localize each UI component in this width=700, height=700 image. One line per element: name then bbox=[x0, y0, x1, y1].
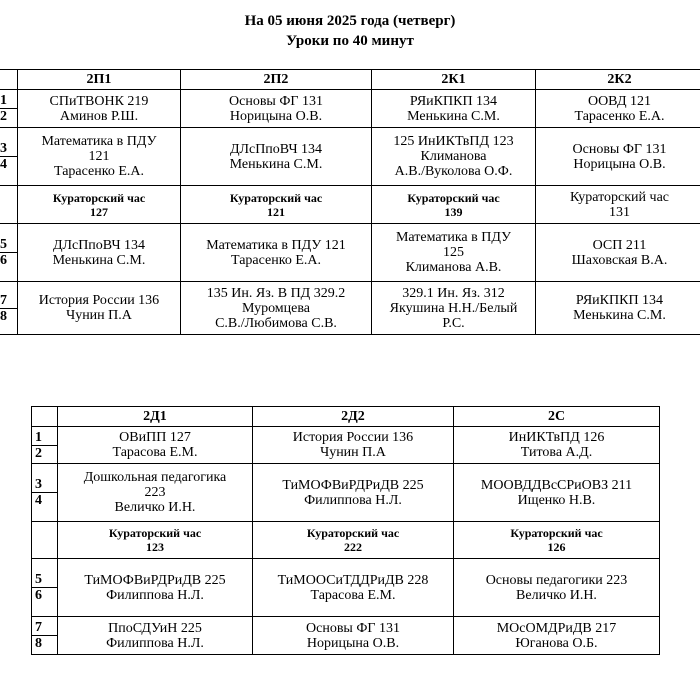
schedule-date-title: На 05 июня 2025 года (четверг) bbox=[244, 13, 456, 29]
lesson-line: Величко И.Н. bbox=[516, 587, 597, 603]
lesson-number: 7 bbox=[0, 293, 17, 309]
lesson-line: Муромцева bbox=[241, 300, 311, 316]
group-header: 2Д1 bbox=[58, 407, 253, 427]
room-number: 123 bbox=[146, 540, 164, 554]
lesson-number: 7 bbox=[32, 620, 57, 636]
lesson-line: 329.1 Ин. Яз. 312 bbox=[402, 285, 505, 301]
lesson-line: Климанова bbox=[420, 149, 487, 164]
lesson-number: 6 bbox=[35, 588, 42, 603]
lesson-line: Тарасенко Е.А. bbox=[54, 164, 144, 179]
lesson-number: 2 bbox=[35, 445, 42, 461]
group-header: 2К2 bbox=[536, 70, 700, 90]
lesson-cell bbox=[253, 559, 454, 617]
lesson-number: 8 bbox=[0, 308, 7, 324]
curator-hour-cell bbox=[58, 522, 253, 559]
group-header: 2П2 bbox=[181, 70, 372, 90]
lesson-line: Р.С. bbox=[442, 315, 465, 331]
curator-hour-cell bbox=[253, 522, 454, 559]
lesson-row bbox=[32, 617, 660, 655]
lesson-numbers bbox=[0, 90, 18, 128]
lesson-line: ТиМОФВиРДРиДВ 225 bbox=[282, 477, 424, 493]
lesson-row bbox=[0, 90, 700, 128]
room-number: 126 bbox=[547, 540, 566, 554]
group-header-row bbox=[0, 70, 700, 90]
lesson-cell bbox=[372, 128, 536, 186]
lesson-cell bbox=[18, 224, 181, 282]
lesson-line: Математика в ПДУ 121 bbox=[206, 237, 346, 253]
room-number: 127 bbox=[90, 204, 108, 219]
lesson-cell bbox=[181, 282, 372, 335]
lesson-line: Титова А.Д. bbox=[520, 445, 593, 460]
lesson-numbers bbox=[0, 224, 18, 282]
lesson-number-empty bbox=[32, 522, 58, 559]
lesson-cell bbox=[253, 617, 454, 655]
lesson-line: Шаховская В.А. bbox=[571, 252, 668, 268]
curator-hour-row bbox=[0, 186, 700, 224]
lesson-numbers bbox=[32, 427, 58, 464]
lesson-line: 135 Ин. Яз. В ПД 329.2 bbox=[206, 285, 346, 301]
lesson-line: Менькина С.М. bbox=[407, 108, 500, 124]
lesson-line: Основы педагогики 223 bbox=[485, 572, 628, 588]
lesson-cell bbox=[181, 90, 372, 128]
lesson-number: 6 bbox=[0, 253, 7, 268]
corner-cell bbox=[32, 407, 58, 427]
lesson-line: История России 136 bbox=[292, 430, 414, 445]
lesson-line: С.В./Любимова С.В. bbox=[215, 315, 337, 331]
curator-label: Кураторский час bbox=[569, 189, 670, 205]
lesson-line: Основы ФГ 131 bbox=[229, 93, 323, 109]
curator-label: Кураторский час bbox=[510, 526, 603, 540]
lesson-number: 8 bbox=[35, 636, 42, 651]
lesson-number: 2 bbox=[0, 109, 7, 124]
lesson-row bbox=[0, 282, 700, 335]
lesson-line: Менькина С.М. bbox=[229, 156, 323, 172]
curator-label: Кураторский час bbox=[306, 526, 400, 540]
lesson-line: Юганова О.Б. bbox=[515, 635, 598, 651]
lesson-line: Тарасенко Е.А. bbox=[574, 108, 665, 124]
lesson-cell bbox=[454, 427, 660, 464]
lesson-cell bbox=[372, 282, 536, 335]
lesson-line: 121 bbox=[88, 149, 110, 164]
lesson-line: Норицына О.В. bbox=[573, 156, 666, 172]
lesson-line: Тарасова Е.М. bbox=[310, 587, 396, 603]
lesson-line: Основы ФГ 131 bbox=[572, 141, 667, 157]
lesson-line: Норицына О.В. bbox=[306, 635, 400, 651]
lesson-line: А.В./Вуколова О.Ф. bbox=[394, 164, 513, 179]
curator-label: Кураторский час bbox=[52, 190, 146, 205]
lesson-line: Филиппова Н.Л. bbox=[304, 492, 402, 508]
lesson-line: Филиппова Н.Л. bbox=[106, 587, 204, 603]
curator-hour-cell bbox=[18, 186, 181, 224]
lesson-cell bbox=[372, 90, 536, 128]
lesson-number: 1 bbox=[32, 430, 57, 446]
lesson-line: ПпоСДУиН 225 bbox=[108, 620, 202, 636]
lesson-line: ДЛсПпоВЧ 134 bbox=[52, 237, 146, 253]
curator-label: Кураторский час bbox=[108, 526, 202, 540]
lesson-line: ОВиПП 127 bbox=[119, 430, 191, 445]
lesson-numbers bbox=[0, 282, 18, 335]
lesson-cell bbox=[18, 282, 181, 335]
lesson-cell bbox=[58, 559, 253, 617]
lesson-cell bbox=[58, 427, 253, 464]
lesson-line: Тарасова Е.М. bbox=[112, 445, 198, 460]
lesson-numbers bbox=[32, 559, 58, 617]
lesson-cell bbox=[18, 90, 181, 128]
lesson-cell bbox=[454, 464, 660, 522]
schedule-table-1 bbox=[0, 69, 700, 335]
lesson-line: ОСП 211 bbox=[592, 237, 647, 253]
lesson-row bbox=[32, 427, 660, 464]
lesson-line: 223 bbox=[144, 485, 166, 500]
lesson-line: Ищенко Н.В. bbox=[517, 492, 596, 508]
curator-label: Кураторский час bbox=[407, 190, 500, 205]
curator-hour-cell bbox=[454, 522, 660, 559]
lesson-line: Величко И.Н. bbox=[114, 500, 196, 515]
lesson-line: 125 bbox=[443, 245, 464, 260]
lesson-cell bbox=[536, 128, 700, 186]
lesson-line: Менькина С.М. bbox=[52, 252, 146, 268]
lesson-line: Чунин П.А bbox=[320, 445, 386, 460]
lesson-cell bbox=[536, 282, 700, 335]
lesson-line: Норицына О.В. bbox=[229, 108, 323, 124]
lesson-line: ИнИКТвПД 126 bbox=[508, 430, 605, 445]
lesson-cell bbox=[536, 224, 700, 282]
room-number: 139 bbox=[444, 204, 463, 219]
lesson-cell bbox=[536, 90, 700, 128]
lesson-line: Основы ФГ 131 bbox=[306, 620, 400, 636]
lesson-cell bbox=[372, 224, 536, 282]
lesson-row bbox=[32, 464, 660, 522]
lesson-line: РЯиКПКП 134 bbox=[409, 93, 498, 109]
lesson-number-empty bbox=[0, 186, 18, 224]
lesson-line: ТиМООСиТДДРиДВ 228 bbox=[277, 572, 429, 588]
lesson-numbers bbox=[32, 617, 58, 655]
lesson-numbers bbox=[0, 128, 18, 186]
lesson-cell bbox=[454, 617, 660, 655]
lesson-number: 5 bbox=[32, 572, 57, 588]
lesson-line: МОсОМДРиДВ 217 bbox=[496, 620, 617, 636]
lesson-line: Якушина Н.Н./Белый bbox=[389, 300, 518, 316]
group-header: 2П1 bbox=[18, 70, 181, 90]
lesson-line: Менькина С.М. bbox=[573, 308, 666, 323]
lesson-numbers bbox=[32, 464, 58, 522]
schedule-table-2 bbox=[31, 406, 660, 655]
lesson-cell bbox=[58, 617, 253, 655]
lesson-line: Математика в ПДУ bbox=[41, 134, 157, 149]
lesson-cell bbox=[58, 464, 253, 522]
lesson-cell bbox=[18, 128, 181, 186]
lesson-line: 125 ИнИКТвПД 123 bbox=[393, 134, 514, 149]
lesson-number: 1 bbox=[0, 93, 17, 109]
lesson-line: Чунин П.А bbox=[66, 308, 132, 323]
lesson-line: Климанова А.В. bbox=[405, 260, 502, 275]
lesson-line: МООВДДВсСРиОВЗ 211 bbox=[480, 477, 633, 493]
group-header: 2С bbox=[454, 407, 660, 427]
lesson-line: Тарасенко Е.А. bbox=[231, 252, 321, 268]
lesson-line: Аминов Р.Ш. bbox=[59, 108, 139, 124]
lesson-cell bbox=[454, 559, 660, 617]
room-number: 222 bbox=[344, 540, 362, 554]
curator-hour-cell bbox=[536, 186, 700, 224]
lesson-number: 3 bbox=[32, 477, 57, 493]
lesson-line: ООВД 121 bbox=[587, 93, 652, 109]
room-number: 131 bbox=[609, 204, 630, 220]
group-header: 2Д2 bbox=[253, 407, 454, 427]
lesson-line: История России 136 bbox=[38, 293, 160, 308]
lesson-line: Филиппова Н.Л. bbox=[106, 635, 204, 651]
curator-hour-row bbox=[32, 522, 660, 559]
lesson-row bbox=[0, 224, 700, 282]
lesson-number: 4 bbox=[35, 493, 42, 508]
group-header: 2К1 bbox=[372, 70, 536, 90]
lesson-line: РЯиКПКП 134 bbox=[575, 293, 664, 308]
lesson-cell bbox=[253, 427, 454, 464]
lesson-line: СПиТВОНК 219 bbox=[49, 93, 149, 109]
lesson-number: 5 bbox=[0, 237, 17, 253]
room-number: 121 bbox=[267, 204, 285, 219]
curator-hour-cell bbox=[372, 186, 536, 224]
lesson-cell bbox=[181, 224, 372, 282]
lesson-number: 4 bbox=[0, 157, 7, 172]
corner-cell bbox=[0, 70, 18, 90]
lesson-duration-title: Уроки по 40 минут bbox=[286, 33, 414, 49]
curator-label: Кураторский час bbox=[229, 190, 323, 205]
group-header-row bbox=[32, 407, 660, 427]
lesson-row bbox=[0, 128, 700, 186]
lesson-line: Математика в ПДУ bbox=[395, 230, 511, 245]
lesson-row bbox=[32, 559, 660, 617]
lesson-cell bbox=[181, 128, 372, 186]
lesson-line: Дошкольная педагогика bbox=[83, 470, 227, 485]
lesson-cell bbox=[253, 464, 454, 522]
lesson-line: ТиМОФВиРДРиДВ 225 bbox=[84, 572, 226, 588]
lesson-number: 3 bbox=[0, 141, 17, 157]
lesson-line: ДЛсПпоВЧ 134 bbox=[229, 141, 323, 157]
curator-hour-cell bbox=[181, 186, 372, 224]
